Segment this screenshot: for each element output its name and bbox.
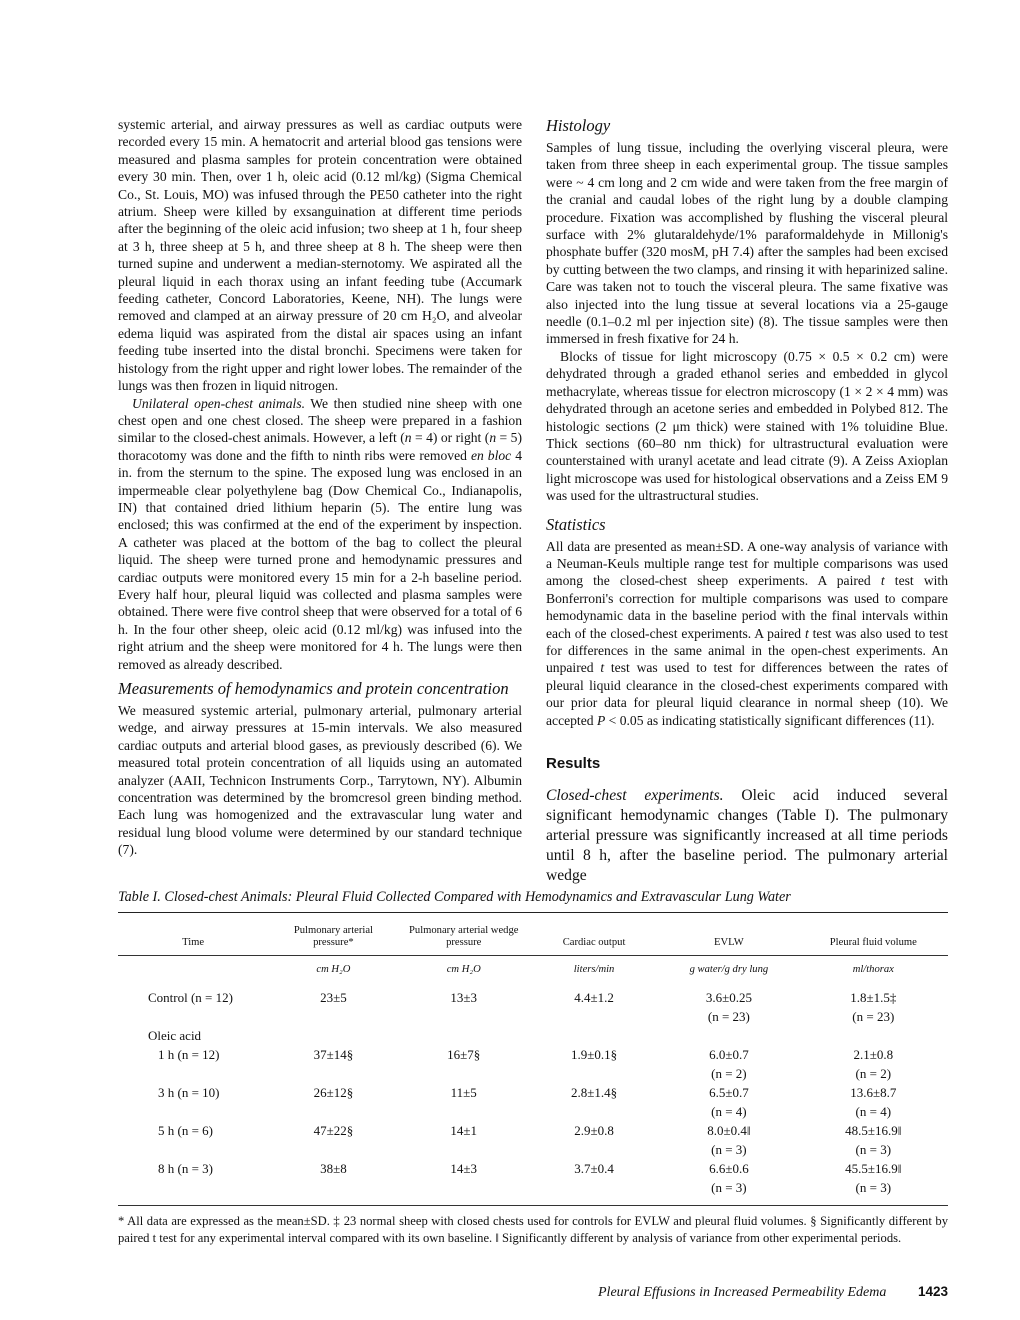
table-row-n: (n = 3) (n = 3) [711, 1180, 892, 1195]
column-header: Time [182, 937, 205, 948]
paragraph-blocks: Blocks of tissue for light microscopy (0.75 × 0.5 × 0.2 cm) were dehydrated through a graded ethanol series and embedded in glycol methacrylate, whereas tissue for electron microscopy (1 × 2 × 4 mm) was dehydrated through an acetone series and embedded in Polybed 812. The histologic sections (2 μm thick) were stained with 1% toluidine Blue. Thick sections (60–80 nm thick) for ultrastructural evaluation were counterstained with uranyl acetate and lead citrate (9). A Zeiss Axioplan light microscope was used for histological observations and a Zeiss EM 9 was used for the ultrastructural studies. [546, 348, 948, 504]
table-caption: Table I. Closed-chest Animals: Pleural Fluid Collected Compared with Hemodynamics and Extravascular Lung Water [118, 889, 791, 905]
right-column [546, 116, 948, 886]
paragraph-statistics: All data are presented as mean±SD. A one-way analysis of variance with a Neuman-Keuls multiple range test for multiple comparisons was used among the closed-chest sheep experiments. A paired t test with Bonferroni's correction for multiple comparisons was used to compare hemodynamic data in the baseline period with the final intervals within each of the closed-chest experiments. A paired t test was also used to test for differences in the same animal in the open-chest experiments. An unpaired t test was used to test for differences between the rates of pleural liquid clearance in the closed-chest experiments compared with our prior data for pleural liquid clearance in normal sheep (10). We accepted P < 0.05 as indicating statistically significant differences (11). [546, 538, 948, 728]
table-row: 8 h (n = 3) 38±8 14±3 3.7±0.4 6.6±0.6 45.5±16.9‖ [158, 1161, 902, 1176]
table-header-row [118, 913, 948, 956]
paragraph-measurements: We measured systemic arterial, pulmonary arterial, pulmonary arterial wedge, and airway pressures at 15-min intervals. We also measured cardiac outputs and arterial blood gases, as previously described (6). We measured total protein concentration of all liquids using an automated analyzer (AAII, Technicon Instruments Corp., Tarrytown, NY). Albumin concentration was determined by the bromcresol green binding method. Each lung was homogenized and the extravascular lung water and residual lung blood volume were determined by our standard technique (7). [118, 703, 522, 858]
run-in-heading: Unilateral open-chest animals. [132, 395, 306, 411]
column-header: EVLW [713, 937, 744, 948]
paragraph-unilateral: Unilateral open-chest animals. We then studied nine sheep with one chest open and one chest closed. The sheep were prepared in a fashion similar to the closed-chest animals. However, a left (n = 4) or right (n = 5) thoracotomy was done and the fifth to ninth ribs were removed en bloc 4 in. from the sternum to the spine. The exposed lung was enclosed in an impermeable clear polyethylene bag (Dow Chemical Co., Indianapolis, IN) that contained dried lithium heparin (5). The entire lung was enclosed; this was confirmed at the end of the experiment by inspection. A catheter was placed at the bottom of the bag to collect the pleural liquid. The sheep were turned prone and hemodynamic pressures and cardiac outputs were monitored every 15 min for a 2-h baseline period. Every half hour, pleural liquid was collected and plasma samples were obtained. There were five control sheep that were observed for a total of 6 h. In the four other sheep, oleic acid (0.12 ml/kg) was infused into the right atrium and the sheep were monitored for 4 h. The lungs were then removed as already described. [118, 395, 522, 672]
units-row: cm H₂O cm H₂O liters/min g water/g dry lung ml/thorax [316, 964, 894, 975]
table-row-n: (n = 2) (n = 2) [711, 1066, 892, 1081]
section-heading-histology: Histology [546, 116, 611, 135]
table-row-n: (n = 4) (n = 4) [711, 1104, 892, 1119]
section-heading-statistics: Statistics [546, 514, 606, 534]
table-row-n: (n = 3) (n = 3) [711, 1142, 892, 1157]
paragraph-procedure: systemic arterial, and airway pressures as well as cardiac outputs were recorded every 15 min. A hematocrit and arterial blood gas tensions were measured and plasma samples for protein concentration were obtained every 30 min. Then, over 1 h, oleic acid (0.12 ml/kg) (Sigma Chemical Co., St. Louis, MO) was infused through the PE50 catheter into the right atrium. Sheep were killed by exsanguination at different time periods after the beginning of the oleic acid infusion; two sheep at 1 h, four sheep at 3 h, three sheep at 5 h, and three sheep at 8 h. The sheep were then turned supine and underwent a median-sternotomy. We aspirated all the pleural liquid in each thorax using an infant feeding tube (Accumark feeding catheter, Concord Laboratories, Keene, NH). The lungs were removed and clamped at an airway pressure of 20 cm H₂O, and alveolar edema liquid was aspirated from the distal air spaces using an infant feeding tube inserted into the distal bronchi. Specimens were taken for histology from the right upper and right lower lobes. The remainder of the lungs was then frozen in liquid nitrogen. [118, 117, 522, 394]
data-table [118, 912, 948, 1206]
page-number: 1423 [918, 1284, 949, 1299]
paragraph-histology: Samples of lung tissue, including the overlying visceral pleura, were taken from three sheep in each experimental group. The tissue samples were ~ 4 cm long and 2 cm wide and were taken from the free margin of the cranial and caudal lobes of the right lung by a double clamping procedure. Fixation was accomplished by flushing the visceral pleural surface with 2% glutaraldehyde/1% paraformaldehyde in Millonig's phosphate buffer (320 mosM, pH 7.4) after the samples had been excised by cutting between the two clamps, and rinsing it with heparinized saline. Care was taken not to touch the visceral pleura. The same fixative was also injected into the lung tissue at several locations via a 25-gauge needle (0.1–0.2 ml per injection site) (8). The tissue samples were then immersed in fresh fixative for 24 h. [546, 140, 948, 347]
table-row-n: (n = 23) (n = 23) [707, 1009, 895, 1024]
table-row: 5 h (n = 6) 47±22§ 14±1 2.9±0.8 8.0±0.4‖ 48.5±16.9‖ [158, 1123, 902, 1138]
section-heading-measurements: Measurements of hemodynamics and protein concentration [118, 679, 509, 698]
table-row: 1 h (n = 12) 37±14§ 16±7§ 1.9±0.1§ 6.0±0.7 2.1±0.8 [158, 1047, 894, 1062]
paragraph-results: Closed-chest experiments. Oleic acid induced several significant hemodynamic changes (Table I). The pulmonary arterial pressure was significantly increased at all time periods until 8 h, after the baseline period. The pulmonary arterial wedge [546, 787, 948, 885]
table-group-row: Oleic acid [148, 1028, 202, 1043]
column-header: Pleural fluid volume [829, 937, 917, 948]
table-row: Control (n = 12) 23±5 13±3 4.4±1.2 3.6±0.25 1.8±1.5‡ [148, 990, 897, 1005]
table-footnote: * All data are expressed as the mean±SD. ‡ 23 normal sheep with closed chests used for controls for EVLW and pleural fluid volumes. § Significantly different by paired t test for any experimental interval compared with its own baseline. ‖ Significantly different by analysis of variance from other experimental periods. [118, 1214, 948, 1245]
section-heading-results: Results [546, 755, 601, 772]
run-in-heading: Closed-chest experiments. [546, 787, 724, 805]
column-header: Pulmonary arterial wedge pressure [409, 925, 519, 948]
left-column [118, 116, 522, 859]
table-row: 3 h (n = 10) 26±12§ 11±5 2.8±1.4§ 6.5±0.7 13.6±8.7 [158, 1085, 897, 1100]
column-header: Pulmonary arterial pressure* [293, 925, 373, 948]
column-header: Cardiac output [562, 937, 626, 948]
running-head: Pleural Effusions in Increased Permeability Edema [598, 1285, 887, 1300]
